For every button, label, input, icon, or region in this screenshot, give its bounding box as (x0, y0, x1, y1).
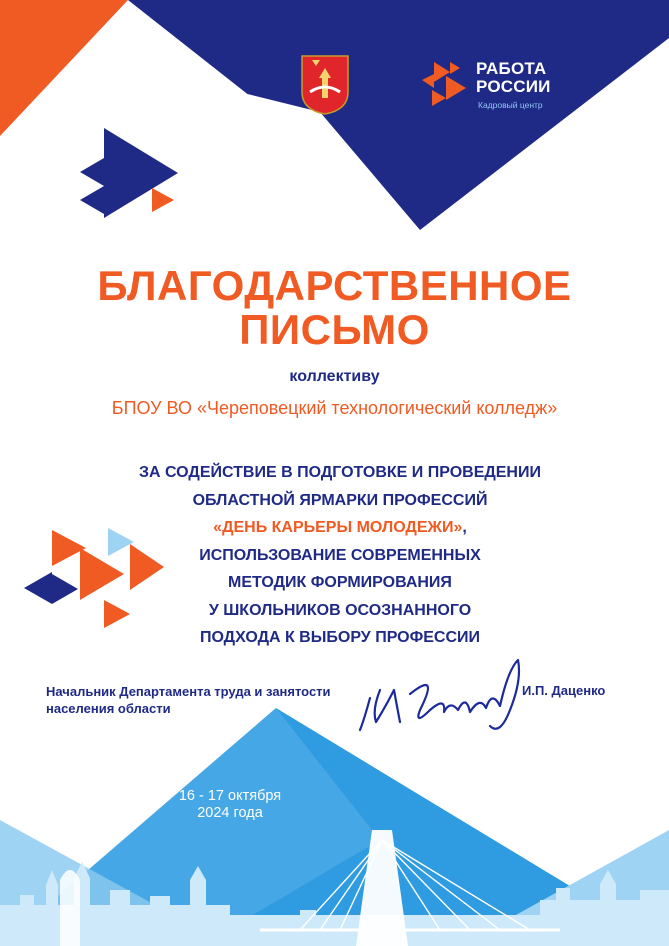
event-dates (160, 788, 300, 822)
top-left-triangles-icon (80, 128, 178, 218)
handwritten-signature (350, 650, 540, 740)
event-year-line: 2024 года (197, 805, 263, 821)
header-logos (300, 54, 560, 124)
brand-line2: РОССИИ (476, 77, 551, 96)
gratitude-reason (80, 459, 600, 652)
rabota-rossii-logo-icon (420, 58, 470, 108)
coat-of-arms-icon (300, 54, 350, 116)
signer-position (46, 683, 331, 717)
top-left-orange-corner (0, 0, 128, 136)
signer-position-line2: населения области (46, 701, 171, 716)
reason-line: ПОДХОДА К ВЫБОРУ ПРОФЕССИИ (199, 629, 481, 646)
signer-position-line1: Начальник Департамента труда и занятости (46, 684, 331, 699)
reason-line: ЗА СОДЕЙСТВИЕ В ПОДГОТОВКЕ И ПРОВЕДЕНИИ (139, 464, 541, 481)
recipient-label: коллективу (289, 368, 380, 385)
brand-subtitle: Кадровый центр (478, 100, 543, 110)
document-title-line1: БЛАГОДАРСТВЕННОЕ (97, 262, 572, 309)
reason-line: ОБЛАСТНОЙ ЯРМАРКИ ПРОФЕССИЙ (192, 491, 488, 509)
event-name: «ДЕНЬ КАРЬЕРЫ МОЛОДЕЖИ» (213, 519, 463, 536)
document-title-line2: ПИСЬМО (239, 306, 430, 353)
reason-line: ИСПОЛЬЗОВАНИЕ СОВРЕМЕННЫХ (199, 546, 481, 564)
brand-line1: РАБОТА (476, 59, 547, 78)
event-dates-line: 16 - 17 октября (178, 788, 282, 804)
event-suffix: , (462, 519, 467, 536)
reason-line: МЕТОДИК ФОРМИРОВАНИЯ (228, 574, 452, 591)
brand-name (476, 60, 551, 96)
reason-event-line (80, 514, 600, 542)
reason-line: У ШКОЛЬНИКОВ ОСОЗНАННОГО (208, 601, 472, 619)
recipient-organization: БПОУ ВО «Череповецкий технологический колледж» (111, 398, 558, 418)
bottom-cityscape (0, 708, 669, 946)
signer-name: И.П. Даценко (522, 683, 606, 698)
